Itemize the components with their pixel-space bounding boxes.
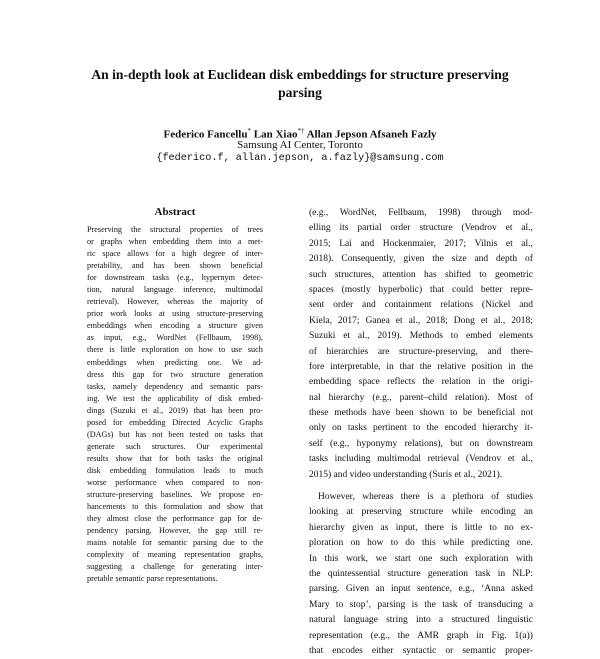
text-line: embedding space reflects the relation in the origi- (309, 377, 533, 388)
text-line: hierarchy given as input, there is little to no ex- (309, 522, 533, 533)
text-line: representation (e.g., the AMR graph in Fig. 1(a)) (309, 630, 533, 641)
text-line: natural language string into a structured linguistic (309, 615, 533, 626)
text-line: these methods have been shown to be beneficial not (309, 408, 533, 419)
text-line: self (e.g., hyponymy relations), but on downstream (309, 438, 533, 449)
text-line: 2015; Lai and Hockenmaier, 2017; Vilnis et al., (309, 238, 533, 249)
paper-title-line-1: An in-depth look at Euclidean disk embeddings for structure preserving (91, 67, 509, 82)
text-line: tasks including multimodal retrieval (Vendrov et al., (309, 454, 533, 465)
text-line: suggesting a challenge for generating inter- (87, 562, 263, 572)
text-line: worse performance when compared to non- (87, 477, 263, 487)
text-line: Suzuki et al., 2019). Methods to embed elements (309, 331, 533, 342)
author-name: Afsaneh Fazly (369, 128, 437, 141)
text-line: Kiela, 2017; Ganea et al., 2018; Dong et al., 2018; (309, 315, 533, 326)
text-line: mains notable for semantic parsing due to the (87, 538, 263, 548)
text-line: looking at preserving structure while encoding an (309, 507, 533, 518)
author-emails: {federico.f, allan.jepson, a.fazly}@samsung.com (156, 153, 444, 164)
text-line: 2018). Consequently, given the size and depth of (309, 254, 533, 265)
text-line: embeddings when predicting one. We ad- (87, 357, 263, 367)
text-line: there is little exploration on how to use such (87, 345, 263, 355)
text-line: that encodes either syntactic or semantic proper- (309, 645, 533, 656)
text-line: for downstream tasks (e.g., hypernym detec- (87, 273, 263, 283)
text-line: fore interpretable, in that the relative position in the (309, 361, 533, 372)
text-line: generate such structures. Our experimental (87, 441, 263, 451)
text-line: ing. We test the applicability of disk embed- (87, 393, 263, 403)
author-mark: *† (297, 127, 305, 135)
text-line: posed for embedding Directed Acyclic Graphs (87, 417, 263, 427)
paper-title (60, 66, 540, 101)
text-line: parsing. Given an input sentence, e.g., ‘Anna asked (309, 584, 533, 595)
text-line: the quintessential structure generation task in NLP: (309, 568, 533, 579)
text-line: disk embedding formulation leads to much (87, 465, 263, 475)
text-line: of hierarchies are structure-preserving, and there- (309, 346, 533, 357)
text-line: nal hierarchy (e.g., parent–child relation). Most of (309, 392, 533, 403)
text-line: embeddings when encoding a structure given (87, 321, 263, 331)
body-paragraph (309, 490, 533, 659)
text-line: or graphs when embedding them into a met- (87, 237, 263, 247)
author-name: Lan Xiao (253, 128, 298, 141)
text-line: Preserving the structural properties of trees (87, 225, 263, 234)
text-line: results show that for both tasks the original (87, 453, 263, 463)
author-mark: * (247, 127, 251, 135)
text-line: 2015) and video understanding (Surís et al., 2021). (309, 469, 503, 480)
text-line: pendency parsing. However, the gap still re- (87, 526, 263, 536)
text-line: only on tasks pertinent to the encoded hierarchy it- (309, 423, 533, 434)
author-name: Allan Jepson (306, 128, 368, 141)
text-line: Mary to stop’, parsing is the task of transducing a (309, 599, 533, 610)
text-line: pretable semantic parse representations. (87, 574, 218, 584)
text-line: they almost close the performance gap for de- (87, 514, 263, 524)
text-line: dings (Suzuki et al., 2019) that has been pro- (87, 405, 263, 415)
text-line: tasks, namely dependency and semantic pars- (87, 381, 263, 391)
text-line: pretability, and has been shown beneficial (87, 261, 263, 271)
text-line: such structures, attention has shifted to geometric (309, 269, 533, 280)
text-line: ploration on how to do this while predicting one. (309, 538, 533, 549)
text-line: spaces (mostly hyperbolic) that could better repre- (309, 284, 533, 295)
text-line: In this work, we start one such exploration with (309, 553, 533, 564)
text-line: hancements to this formulation and show that (87, 502, 263, 512)
body-column (309, 206, 533, 659)
body-paragraph (309, 206, 533, 483)
paper-title-line-2: parsing (278, 84, 322, 100)
text-line: (DAGs) but has not been tested on tasks that (87, 429, 263, 439)
text-line: dress this gap for two structure generation (87, 369, 263, 379)
text-line: tion, natural language inference, multimodal (87, 285, 263, 295)
text-line: elling its partial order structure (Vendrov et al., (309, 223, 533, 234)
text-line: sent order and containment relations (Nickel and (309, 300, 533, 311)
text-line: structure-preserving baselines. We propose en- (87, 490, 263, 500)
author-name: Federico Fancellu (163, 128, 248, 141)
text-line: However, whereas there is a plethora of studies (318, 492, 533, 503)
affiliation: Samsung AI Center, Toronto (237, 139, 363, 151)
text-line: retrieval). However, whereas the majority of (87, 297, 263, 307)
abstract-body (87, 224, 263, 585)
text-line: complexity of meaning representation graphs, (87, 550, 263, 560)
text-line: as input, e.g., WordNet (Fellbaum, 1998), (87, 333, 263, 343)
text-line: ric space allows for a high degree of inter- (87, 249, 263, 259)
text-line: (e.g., WordNet, Fellbaum, 1998) through mod- (309, 208, 533, 218)
abstract-heading: Abstract (154, 206, 196, 218)
text-line: prior work looks at using structure-preserving (87, 309, 263, 319)
